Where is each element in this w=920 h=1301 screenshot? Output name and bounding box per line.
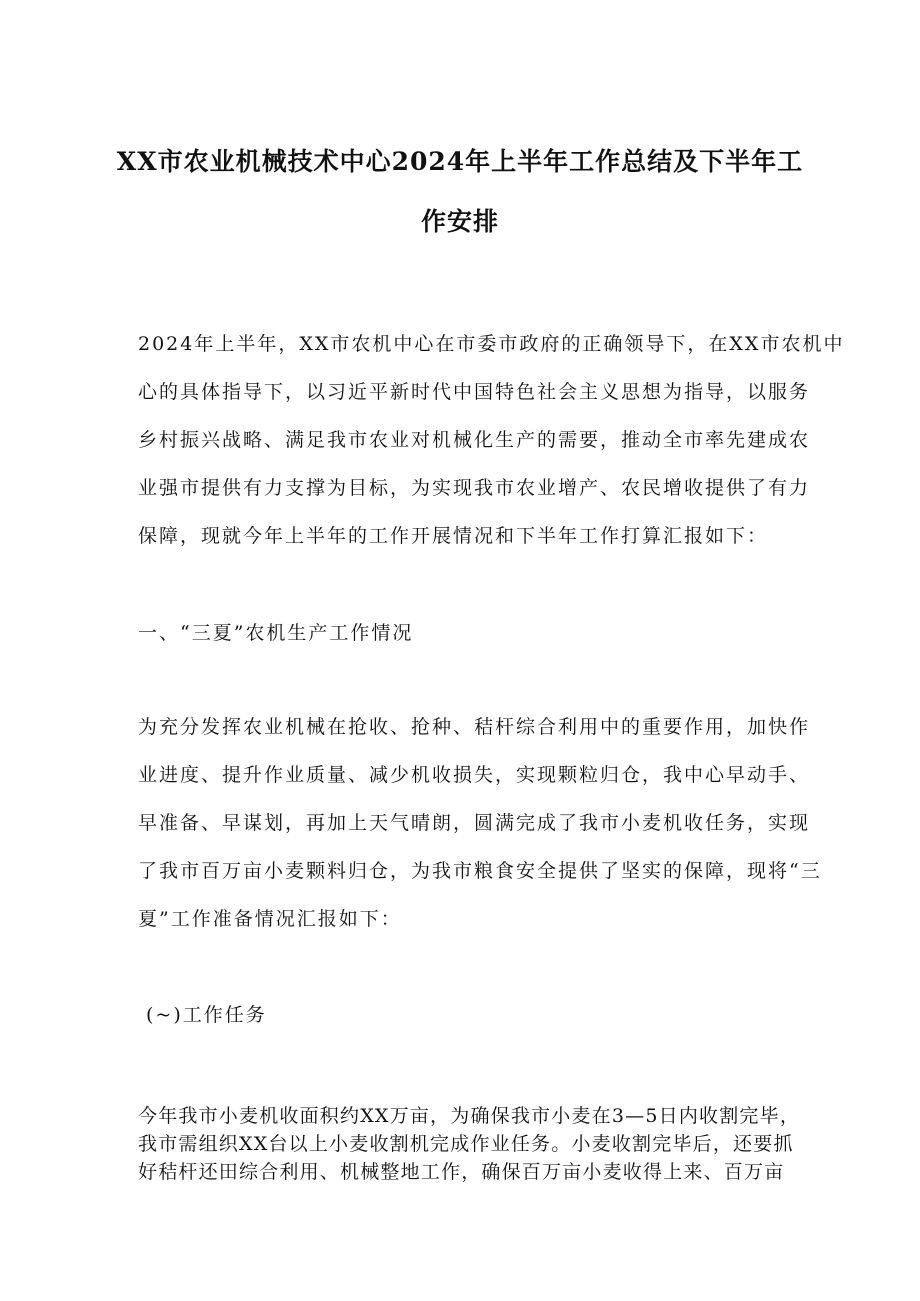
document-title-line-1: XX市农业机械技术中心2024年上半年工作总结及下半年工 — [116, 147, 804, 176]
intro-line: 乡村振兴战略、满足我市农业对机械化生产的需要，推动全市率先建成农 — [138, 429, 811, 451]
subsection-1-heading: (~)工作任务 — [146, 1004, 267, 1026]
intro-line: 保障，现就今年上半年的工作开展情况和下半年工作打算汇报如下： — [138, 525, 769, 547]
intro-line: 心的具体指导下，以习近平新时代中国特色社会主义思想为指导，以服务 — [138, 381, 811, 403]
section-1-heading: 一、“三夏”农机生产工作情况 — [138, 622, 414, 644]
intro-line: 业强市提供有力支撑为目标，为实现我市农业增产、农民增收提供了有力 — [138, 477, 811, 499]
subsection-1-line: 我市需组织XX台以上小麦收割机完成作业任务。小麦收割完毕后，还要抓 — [138, 1133, 794, 1155]
document-title-line-2: 作安排 — [420, 207, 499, 236]
section-1-line: 了我市百万亩小麦颗料归仓，为我市粮食安全提供了坚实的保障，现将“三 — [138, 860, 822, 882]
section-1-line: 为充分发挥农业机械在抢收、抢种、秸杆综合利用中的重要作用，加快作 — [138, 716, 811, 738]
section-1-line: 业进度、提升作业质量、减少机收损失，实现颗粒归仓，我中心早动手、 — [138, 764, 811, 786]
subsection-1-line: 好秸杆还田综合利用、机械整地工作，确保百万亩小麦收得上来、百万亩 — [138, 1161, 785, 1183]
section-1-line: 夏”工作准备情况汇报如下： — [138, 908, 402, 930]
intro-line: 2024年上半年，XX市农机中心在市委市政府的正确领导下，在XX市农机中 — [138, 333, 845, 355]
section-1-line: 早准备、早谋划，再加上天气晴朗，圆满完成了我市小麦机收任务，实现 — [138, 812, 811, 834]
subsection-1-line: 今年我市小麦机收面积约XX万亩，为确保我市小麦在3—5日内收割完毕， — [138, 1105, 801, 1127]
